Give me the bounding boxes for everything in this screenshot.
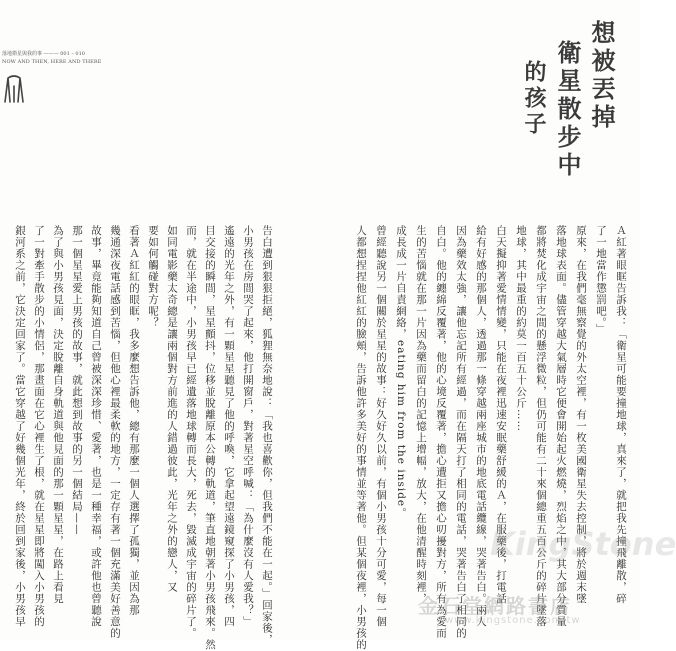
text-column: 落地球表面。儘管穿越大氣層時它便會開始起火燃燒，烈焰之中，其大部分質量 [555,225,567,628]
handwriting-line-2: 衛星散步中 [553,40,581,180]
text-column: 看著Ａ紅紅的眼眶，我多麼想告訴他，總有那麼一個人選擇了孤獨，並因為那 [128,225,140,616]
text-column [332,225,349,605]
text-column: 銀河系之前，它決定回家了。當它穿越了好幾個光年，終於回到家後，小男孩早 [14,225,26,628]
text-column: 小男孩在房間哭了起來，他打開窗戶，對著星空呼喊：「為什麼沒有人愛我？」 [242,225,254,628]
running-title [2,50,152,58]
header-separator: ——— [43,51,59,57]
text-column: 白天擬抑著愛情情變，只能在夜裡迅速安眠藥舒緩的Ａ，在服藥後，打電話 [495,225,507,605]
text-column: 幾通深夜電話感到苦惱，但他心裡最柔軟的地方，一定存有著一個充滿美好善意的 [109,225,121,639]
text-column: 了一地當作懲罰吧。」 [595,225,607,335]
page-range: 001 – 010 [60,51,85,57]
header-subtitle: NOW AND THEN, HERE AND THERE [2,59,102,65]
handwriting-line-1: 想被丟掉 [587,20,615,132]
watermark-url: www.kingstone.com.tw [445,615,581,626]
text-column: 了一對牽手散步的小情侶，那畫面在它心裡生了根，就在星星即將闖入小男孩的 [33,225,45,628]
text-column: 那一個星星愛上男孩的故事，就此想到故事的另一個結局—— [71,225,83,536]
watermark-brand: 金石堂網路書店 [418,594,572,618]
text-column: 都將焚化成宇宙之間的懸浮微粒，但仍可能有二十來個總重五百公斤的碎片墜落 [535,225,547,628]
hand-drawn-figure-icon [2,74,26,104]
text-column: 告白遭到狠狠拒絕，狐狸無奈地說：「我也喜歡你，但我們不能在一起。」回家後， [261,225,273,646]
text-column: 自白。他的纏綿反覆著，他的心境反覆著，擔心遭拒又擔心叨擾對方，所有為愛而 [435,225,447,639]
text-column: Ａ紅著眼眶告訴我：「衛星可能要撞地球，真來了，就把我先撞飛離散，碎 [615,225,627,605]
text-column: 生的苦惱就在那一片因為藥而留白的記憶上增幅，放大，在他清醒時刻裡， [415,225,427,605]
running-title-text: 落地衛星與我的事 [2,51,43,57]
text-column: 目交接的瞬間，星星顫抖，位移並脫離原本公轉的軌道，筆直地朝著小男孩飛來。然 [204,225,216,651]
running-header [2,50,152,66]
text-column: 遙遠的光年之外，有一顆星星聽見了他的呼喚，它拿起望遠鏡窺探了小男孩，四 [223,225,235,628]
text-column: 成長成一片自責網絡，eating him from the inside。 [395,225,407,519]
text-column: 給有好感的那個人，透過那一條穿越兩座城市的地底電話纜線，哭著告白。兩人 [475,225,487,628]
text-column: 地球，其中最重的約莫一百五十公斤…… [515,225,527,432]
text-column: 原來，在我們毫無察覺的外太空裡，有一枚美國衛星失去控制，將於週末墜 [575,225,587,605]
watermark-logo: KingStone [490,525,676,563]
text-column: 而，就在半途中，小男孩早已經遺落地球轉而長大，死去，毀滅成宇宙的碎片了。 [185,225,197,639]
text-column: 要如何觸碰對方呢？ [147,225,159,329]
text-column: 人都想捏捏他紅紅的臉頰，告訴他許多美好的事情並等著他。但某個夜裡，小男孩的 [355,225,367,651]
text-column: 如同電影藥太奇總是讓兩個對方前進的人錯過彼此，光年之外的戀人，又 [166,225,178,593]
text-column: 因為藥效太強，讓他忘記所有經過，而在隔天打了相同的電話，哭著告白了相同的 [455,225,467,639]
text-column: 故事，畢竟能夠知道自己曾被深深珍惜、愛著，也是一種幸福，或許他也曾聽說 [90,225,102,628]
text-column: 曾經聽說另一個關於星星的故事：好久好久以前，有個小男孩十分可愛，每一個 [375,225,387,628]
handwriting-line-3: 的孩子 [521,60,546,138]
text-column: 為了與小男孩見面，決定脫離自身軌道與他見面的那一顆星星，在路上看見 [52,225,64,605]
